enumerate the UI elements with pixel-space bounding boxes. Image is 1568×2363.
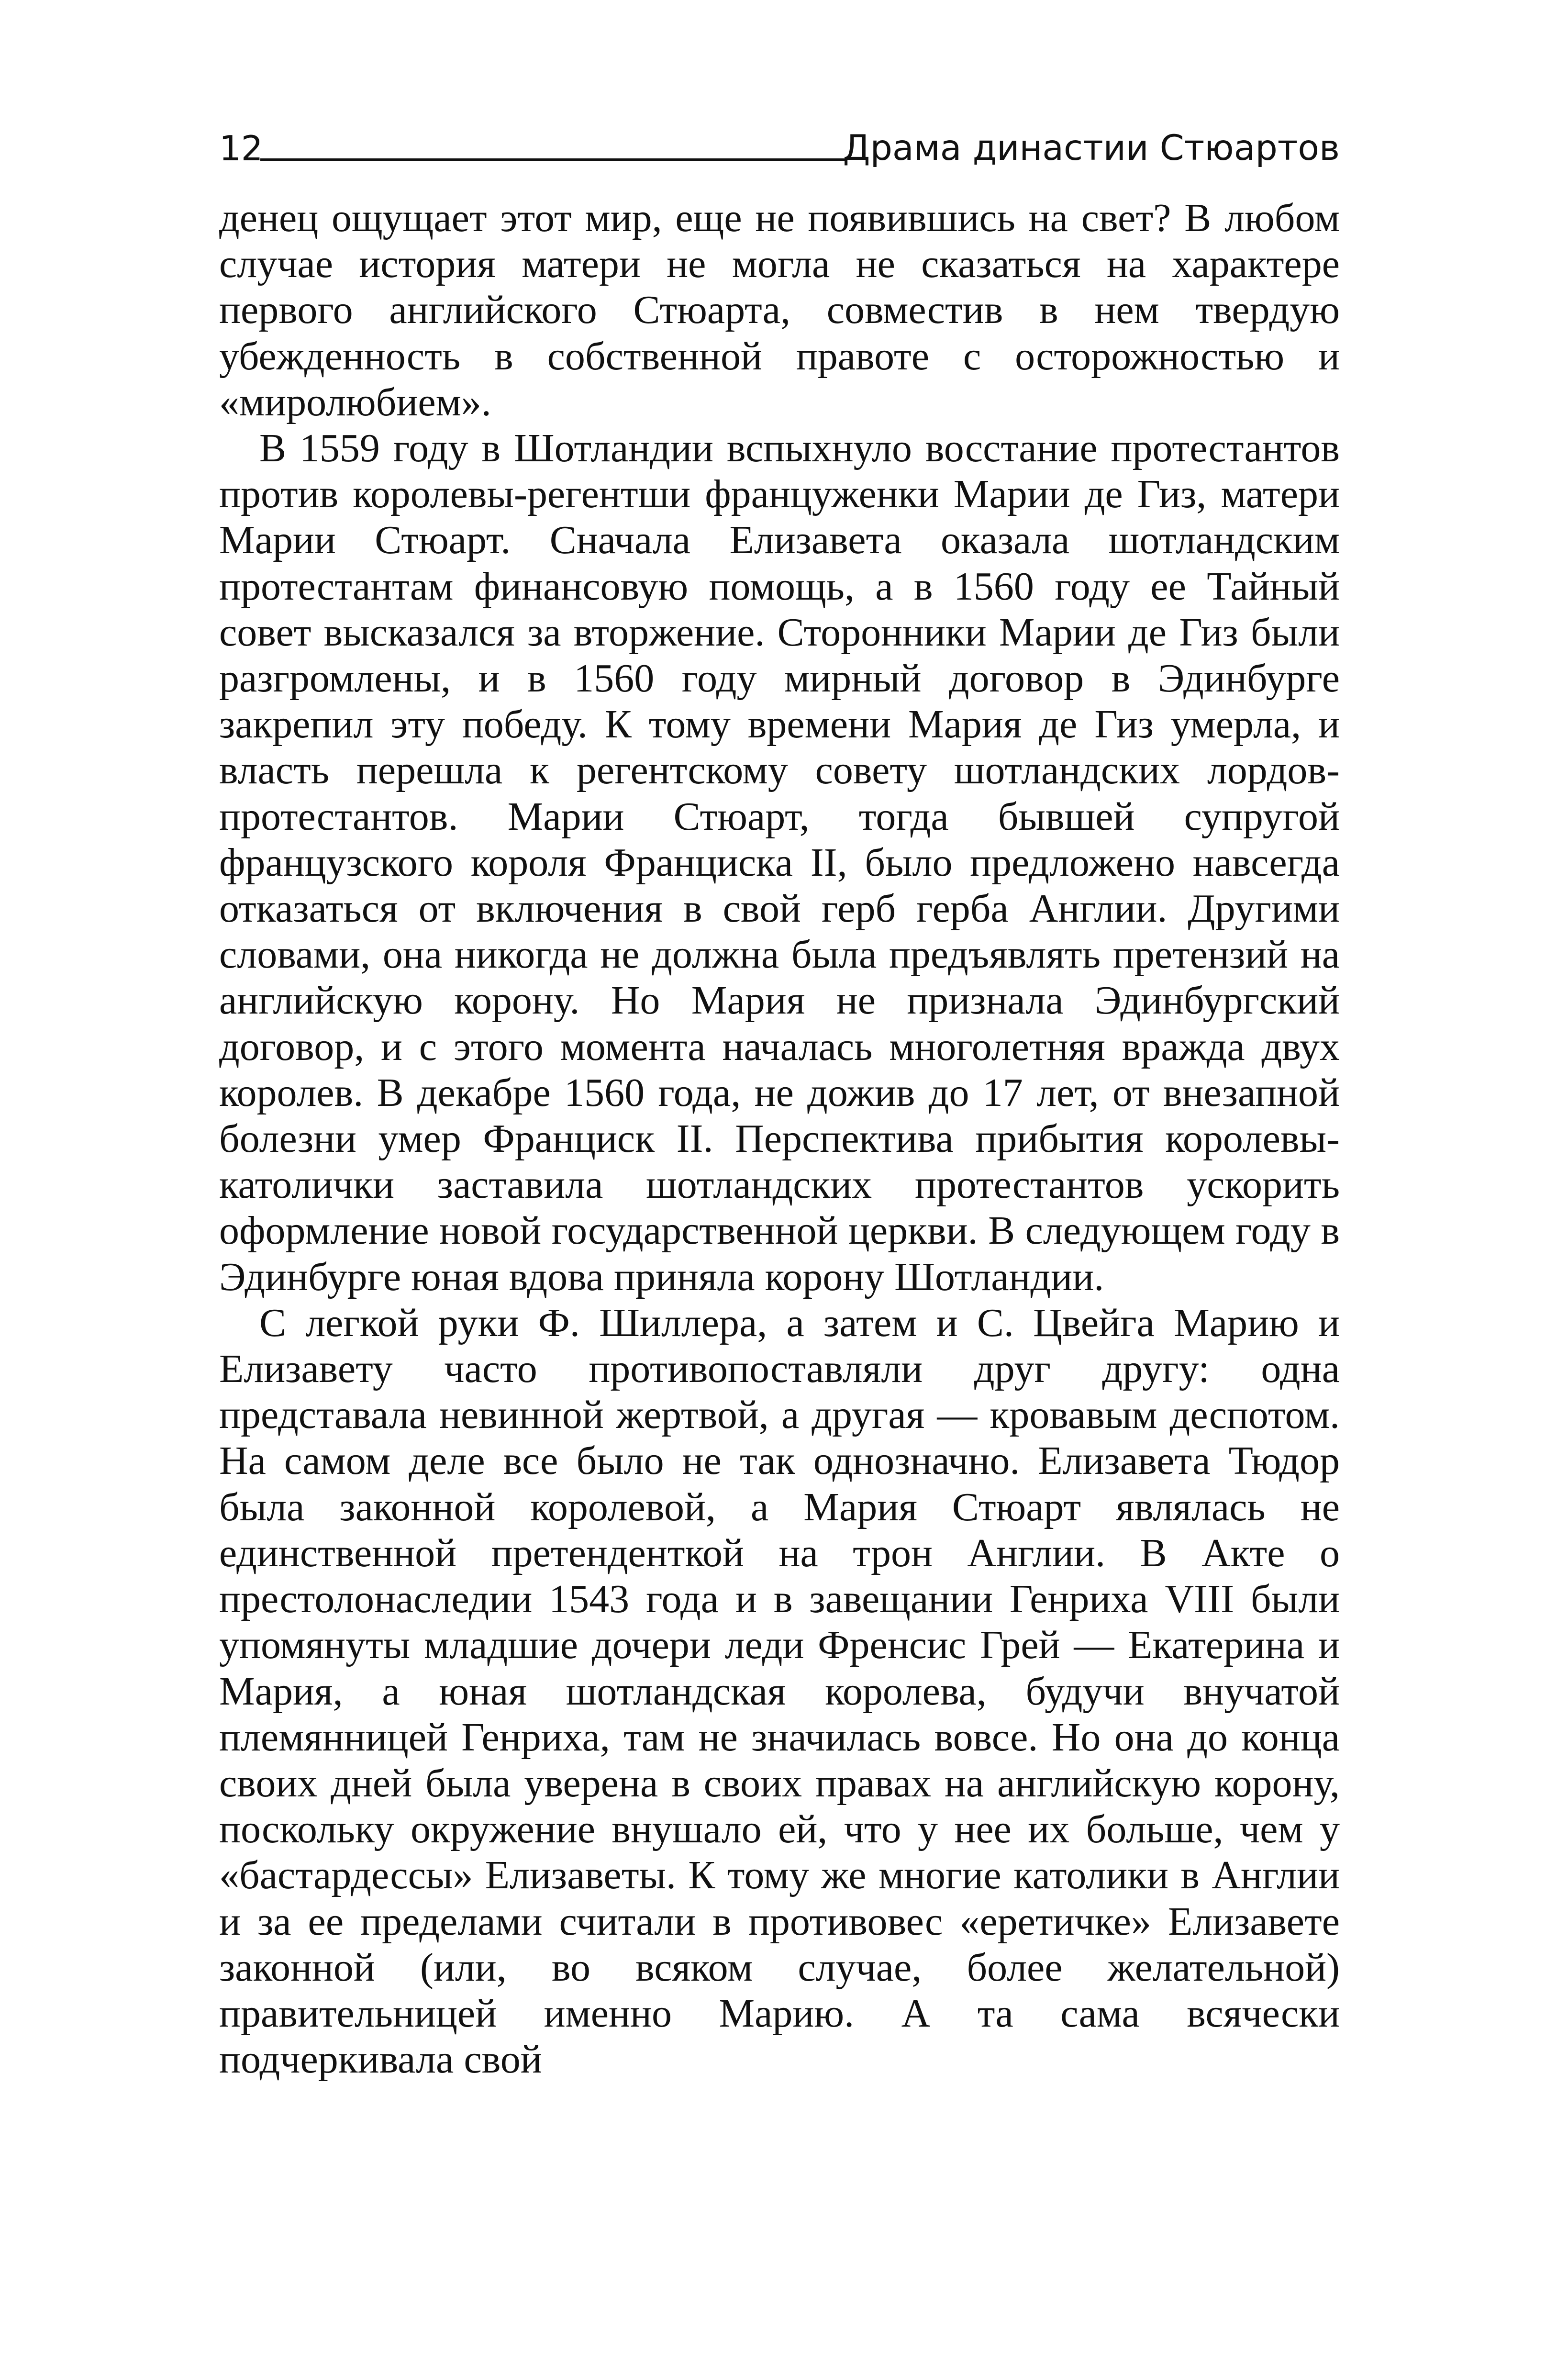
body-text [219,195,1340,2083]
paragraph: С легкой руки Ф. Шиллера, а затем и С. Цвейга Марию и Елизавету часто противопоставляли друг другу: одна представала невинной жертвой, а другая — кровавым деспотом. На самом деле все было не так однозначно. Елизавета Тюдор была законной королевой, а Мария Стюарт являлась не единственной претенденткой на трон Англии. В Акте о престолонаследии 1543 года и в завещании Генриха VIII были упомянуты младшие дочери леди Френсис Грей — Екатерина и Мария, а юная шотландская королева, будучи внучатой племянницей Генриха, там не значилась вовсе. Но она до конца своих дней была уверена в своих правах на английскую корону, поскольку окружение внушало ей, что у нее их больше, чем у «бастардессы» Елизаветы. К тому же многие католики в Англии и за ее пределами считали в противовес «еретичке» Елизавете законной (или, во всяком случае, более желательной) правительницей именно Марию. А та сама всячески подчеркивала свой [219,1300,1340,2082]
header-rule [260,158,847,161]
running-title: Драма династии Стюартов [843,128,1340,168]
page-number: 12 [219,128,263,168]
paragraph-continued: денец ощущает этот мир, еще не появившись на свет? В любом случае история матери не могла не сказаться на характере первого английского Стюарта, совместив в нем твердую убежденность в собственной правоте с осторожностью и «миролюбием». [219,196,1340,424]
paragraph: В 1559 году в Шотландии вспыхнуло восстание протестантов против королевы-регентши француженки Марии де Гиз, матери Марии Стюарт. Сначала Елизавета оказала шотландским протестантам финансовую помощь, а в 1560 году ее Тайный совет высказался за вторжение. Сторонники Марии де Гиз были разгромлены, и в 1560 году мирный договор в Эдинбурге закрепил эту победу. К тому времени Мария де Гиз умерла, и власть перешла к регентскому совету шотландских лордов-протестантов. Марии Стюарт, тогда бывшей супругой французского короля Франциска II, было предложено навсегда отказаться от включения в свой герб герба Англии. Другими словами, она никогда не должна была предъявлять претензий на английскую корону. Но Мария не признала Эдинбургский договор, и с этого момента началась многолетняя вражда двух королев. В декабре 1560 года, не дожив до 17 лет, от внезапной болезни умер Франциск II. Перспектива прибытия королевы-католички заставила шотландских протестантов ускорить оформление новой государственной церкви. В следующем году в Эдинбурге юная вдова приняла корону Шотландии. [219,426,1340,1299]
running-head [219,122,1340,175]
